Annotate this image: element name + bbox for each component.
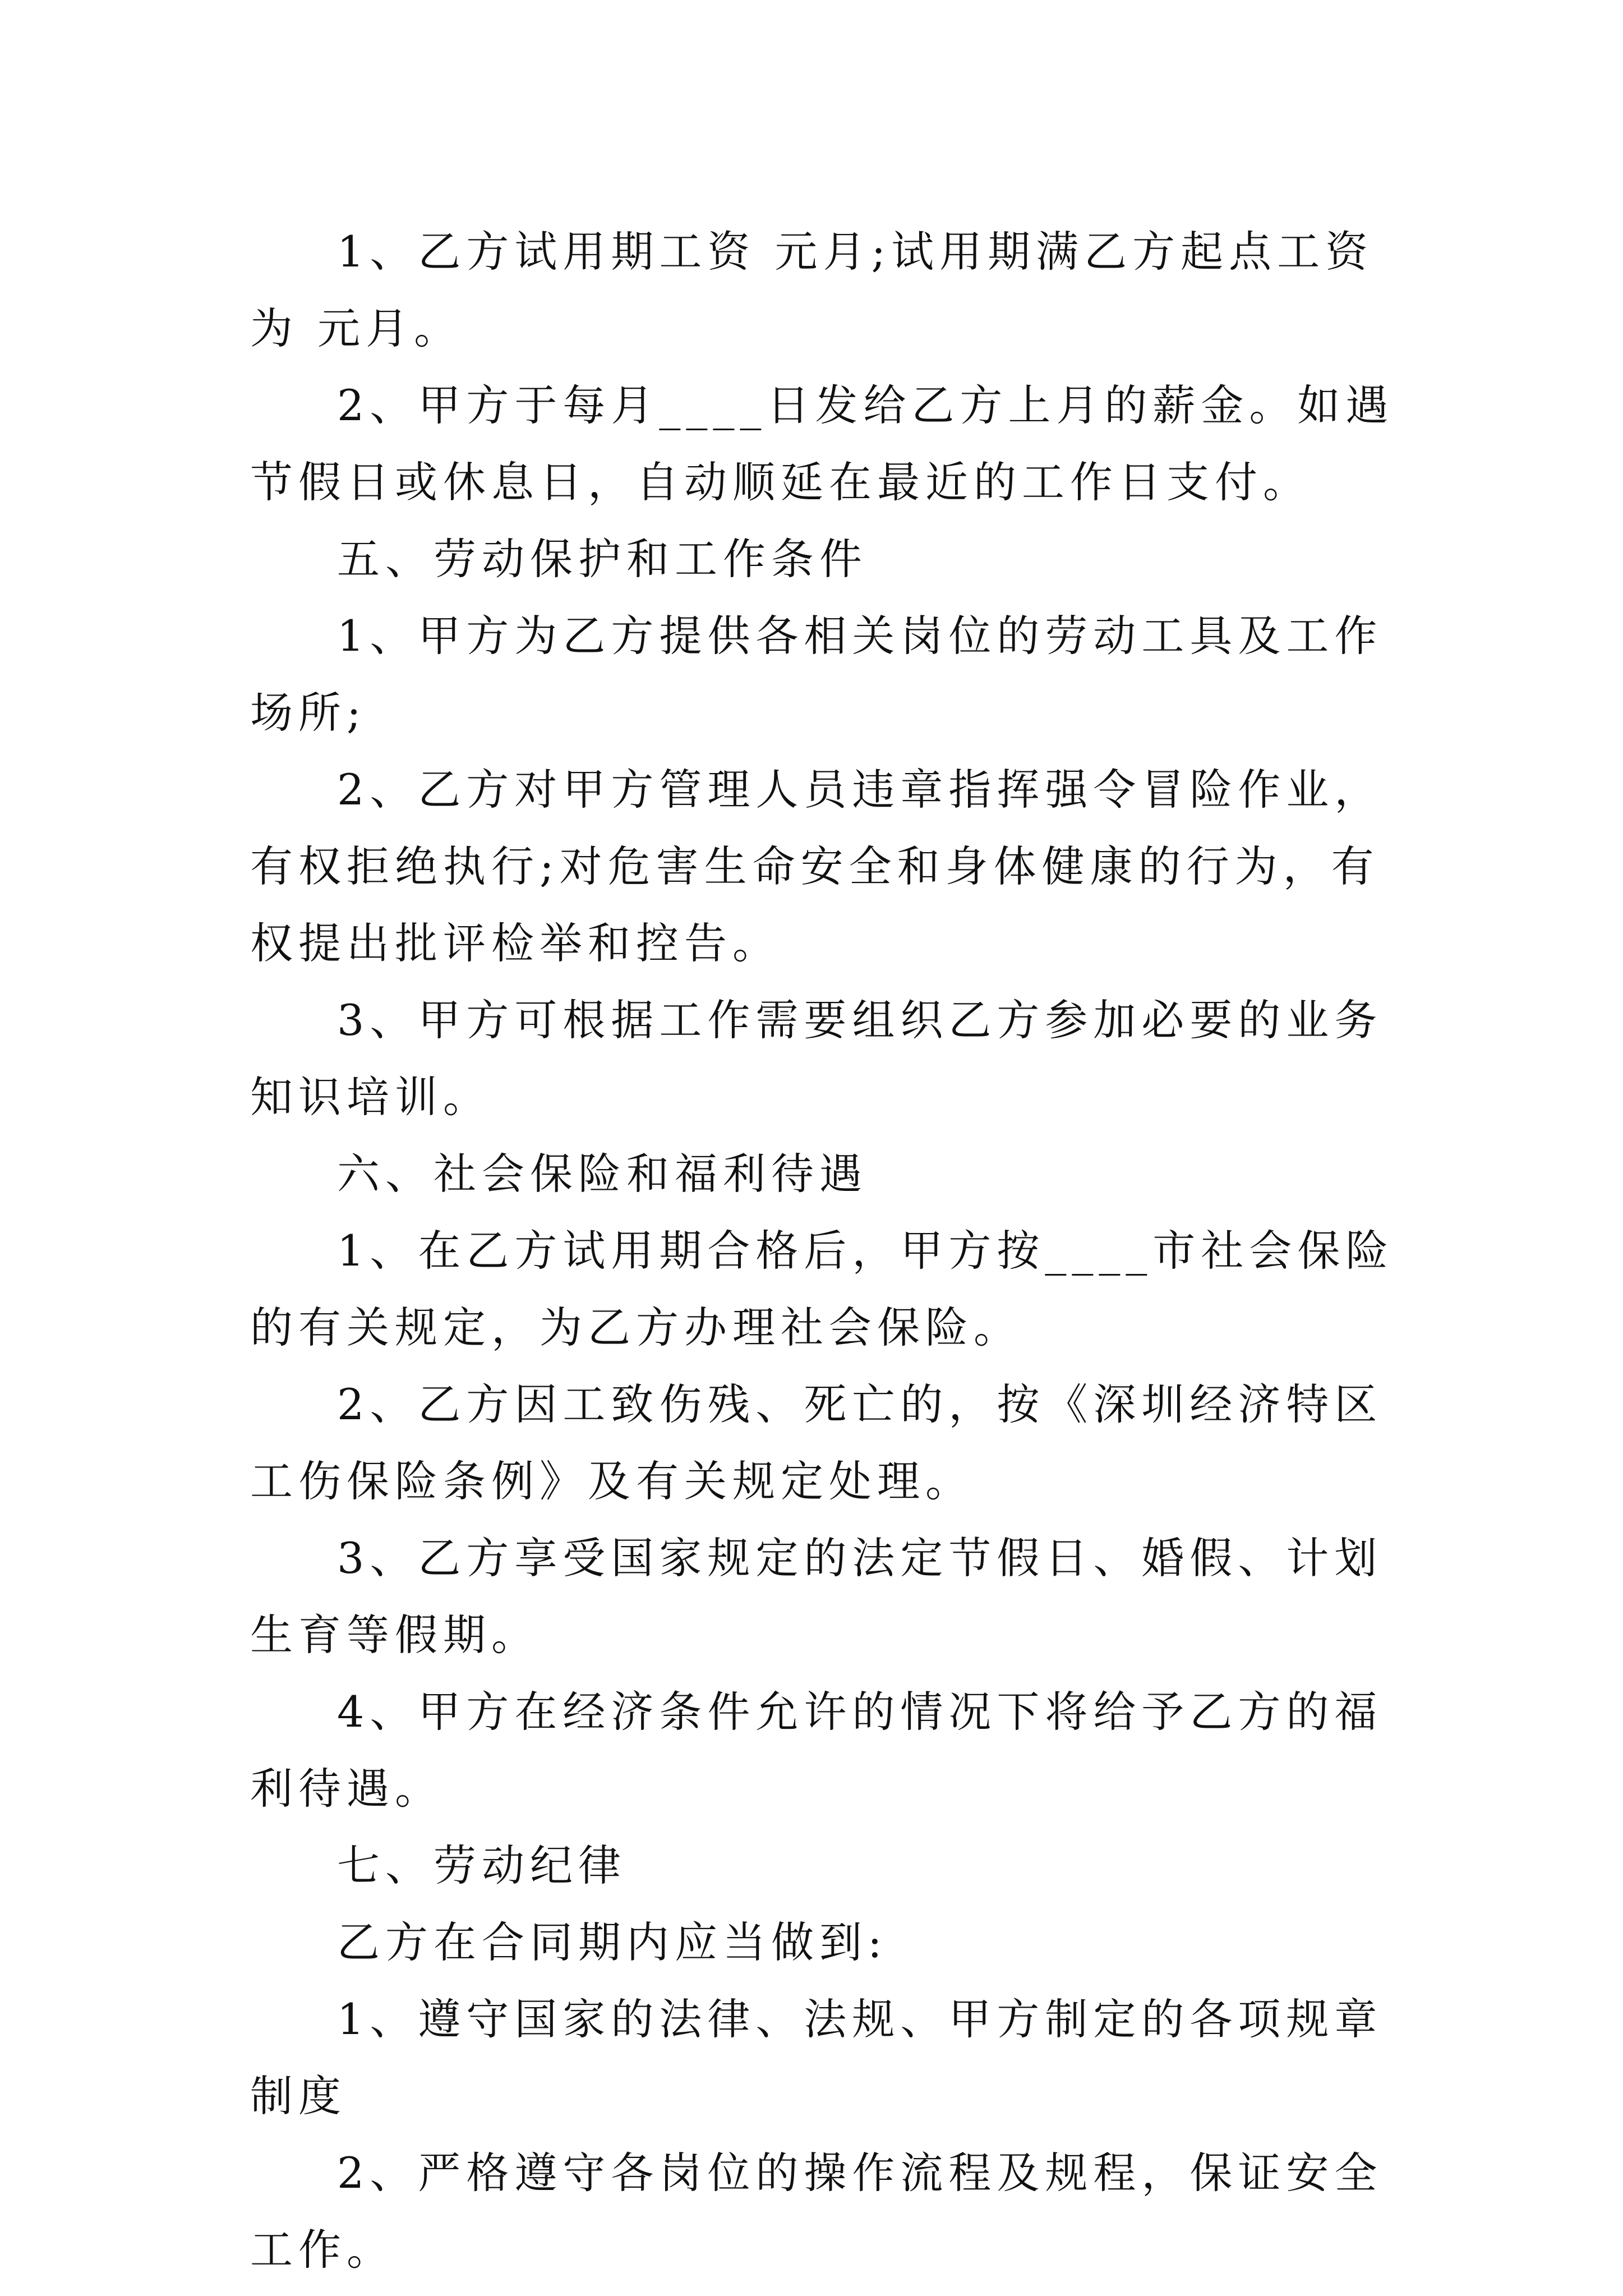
insurance-clause-1: 1、在乙方试用期合格后，甲方按____市社会保险的有关规定，为乙方办理社会保险。 xyxy=(250,1226,1394,1352)
document-body xyxy=(250,213,1394,2288)
discipline-clause-2: 2、严格遵守各岗位的操作流程及规程，保证安全工作。 xyxy=(250,2148,1383,2275)
section-heading-6: 六、社会保险和福利待遇 xyxy=(337,1149,868,1199)
salary-clause-2: 2、甲方于每月____日发给乙方上月的薪金。如遇节假日或休息日，自动顺延在最近的工作日支付。 xyxy=(250,380,1394,507)
protection-clause-1: 1、甲方为乙方提供各相关岗位的劳动工具及工作场所; xyxy=(250,611,1383,738)
insurance-clause-3: 3、乙方享受国家规定的法定节假日、婚假、计划生育等假期。 xyxy=(250,1533,1383,1660)
protection-clause-3: 3、甲方可根据工作需要组织乙方参加必要的业务知识培训。 xyxy=(250,995,1383,1122)
discipline-intro: 乙方在合同期内应当做到: xyxy=(337,1917,888,1967)
protection-clause-2: 2、乙方对甲方管理人员违章指挥强令冒险作业，有权拒绝执行;对危害生命安全和身体健康的行为，有权提出批评检举和控告。 xyxy=(250,765,1383,968)
discipline-clause-1: 1、遵守国家的法律、法规、甲方制定的各项规章制度 xyxy=(250,1994,1383,2121)
insurance-clause-4: 4、甲方在经济条件允许的情况下将给予乙方的福利待遇。 xyxy=(250,1687,1383,1814)
insurance-clause-2: 2、乙方因工致伤残、死亡的，按《深圳经济特区工伤保险条例》及有关规定处理。 xyxy=(250,1379,1383,1506)
section-heading-7: 七、劳动纪律 xyxy=(337,1841,626,1890)
salary-clause-1: 1、乙方试用期工资 元月;试用期满乙方起点工资为 元月。 xyxy=(250,227,1374,353)
section-heading-5: 五、劳动保护和工作条件 xyxy=(337,534,868,584)
